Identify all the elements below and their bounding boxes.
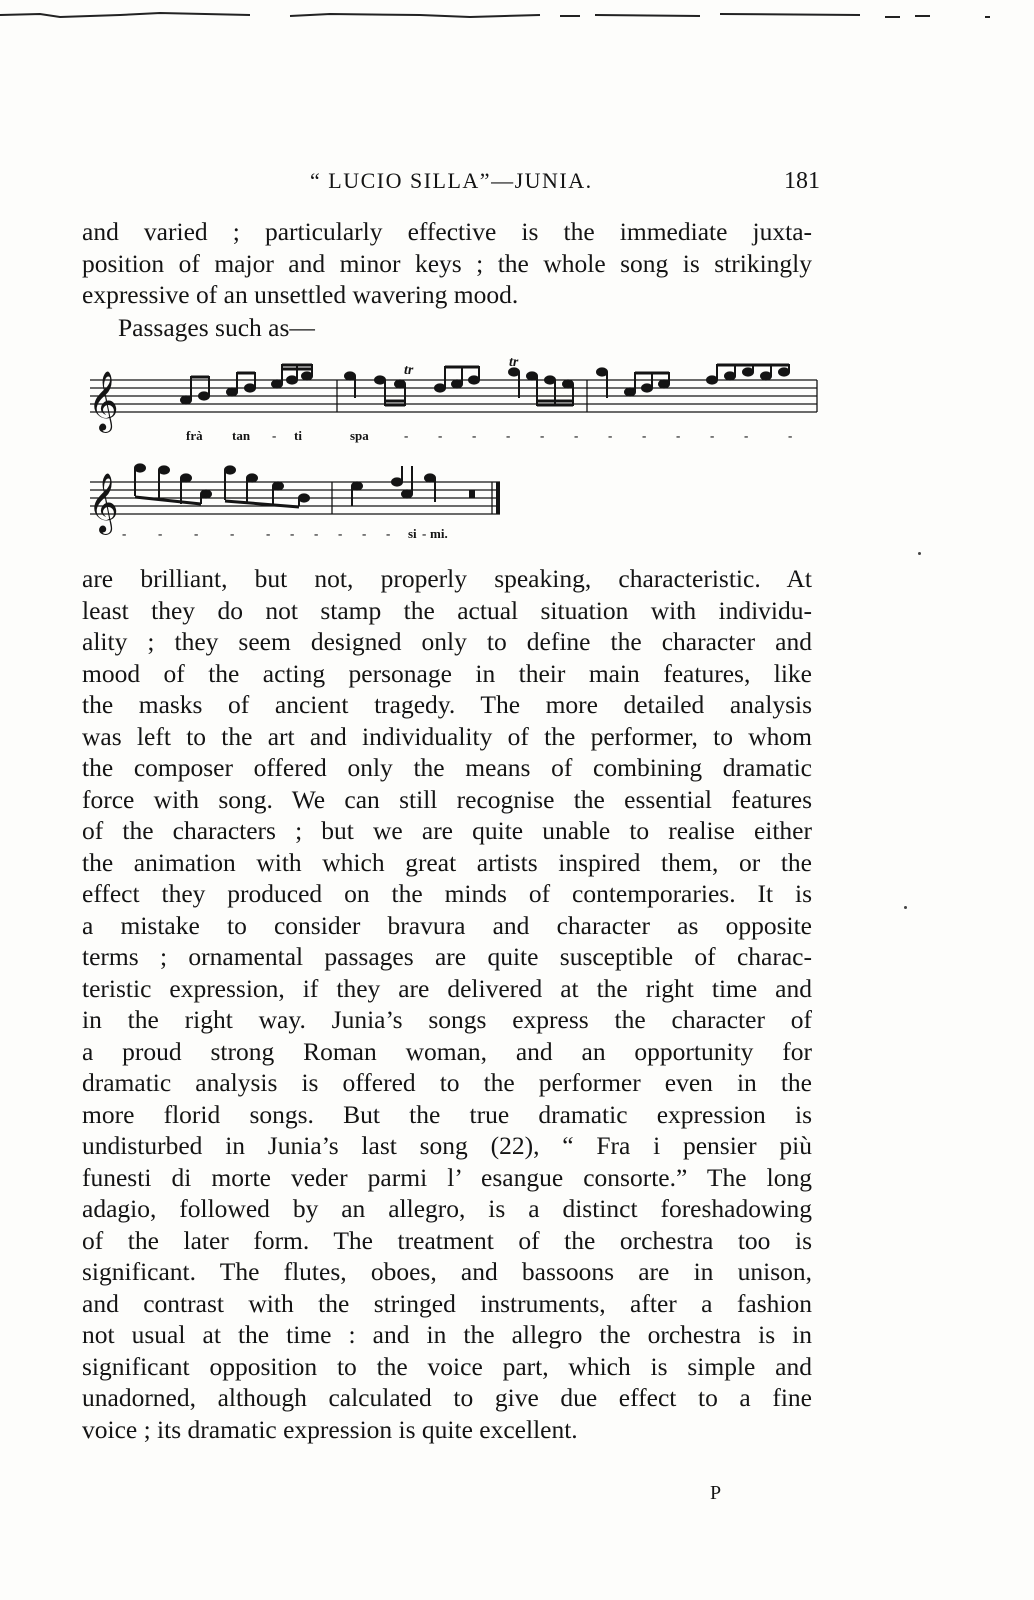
svg-text:-: - [338,526,343,541]
svg-text:-: - [230,526,235,541]
treble-clef-icon: 𝄞 [88,473,119,533]
text-line: and varied ; particularly effective is the immediate juxta- [82,217,812,246]
text-line: unadorned, although calculated to give due effect to a fine [82,1383,812,1412]
text-line: adagio, followed by an allegro, is a distinct foreshadowing [82,1194,812,1223]
svg-text:-: - [272,428,277,443]
scan-speck [918,552,921,555]
text-line: in the right way. Junia’s songs express the character of [82,1005,812,1034]
paragraph-1 [82,216,812,311]
svg-text:-: - [788,428,793,443]
text-line: force with song. We can still recognise the essential features [82,784,812,814]
svg-text:mi.: mi. [430,526,448,541]
svg-text:-: - [266,526,271,541]
text-line: ality ; they seem designed only to define the character and [82,627,812,656]
text-line: the composer offered only the means of combining dramatic [82,753,812,782]
svg-text:-: - [404,428,409,443]
svg-text:-: - [540,428,545,443]
svg-text:frà: frà [186,428,203,443]
svg-text:-: - [574,428,579,443]
text-line: mood of the acting personage in their main features, like [82,658,812,688]
text-line: Passages such as— [118,313,315,342]
svg-text:-: - [506,428,511,443]
lyrics-line-2 [122,526,448,541]
trill-mark: tr [509,355,519,370]
svg-text:-: - [290,526,295,541]
text-line: undisturbed in Junia’s last song (22), “ Fra i pensier più [82,1131,812,1160]
paragraph-3 [82,563,812,1445]
svg-text:-: - [194,526,199,541]
svg-text:-: - [608,428,613,443]
text-line: terms ; ornamental passages are quite susceptible of charac- [82,942,812,971]
text-line: expressive of an unsettled wavering mood. [82,280,519,309]
text-line: was left to the art and individuality of the performer, to whom [82,721,812,751]
svg-text:-: - [314,526,319,541]
lyrics-line-1 [186,428,792,443]
svg-text:-: - [710,428,715,443]
text-line: funesti di morte veder parmi l’ esangue consorte.” The long [82,1162,812,1192]
svg-text:-: - [744,428,749,443]
text-line: of the later form. The treatment of the orchestra too is [82,1225,812,1255]
svg-text:-: - [122,526,127,541]
scan-speck [904,906,907,909]
svg-text:spa: spa [350,428,369,443]
trill-mark: tr [404,363,414,378]
text-line: significant. The flutes, oboes, and bassoons are in unison, [82,1257,812,1286]
svg-text:-: - [642,428,647,443]
text-line: and contrast with the stringed instruments, after a fashion [82,1288,812,1318]
svg-text:-: - [386,526,391,541]
text-line: the animation with which great artists inspired them, or the [82,847,812,877]
text-line: dramatic analysis is offered to the performer even in the [82,1068,812,1097]
text-line: of the characters ; but we are quite unable to realise either [82,816,812,845]
svg-text:ti: ti [294,428,302,443]
paragraph-2 [118,312,848,344]
svg-text:-: - [438,428,443,443]
text-line: more florid songs. But the true dramatic expression is [82,1099,812,1129]
text-line: teristic expression, if they are delivered at the right time and [82,973,812,1003]
text-line: the masks of ancient tragedy. The more detailed analysis [82,690,812,719]
music-example-system-2 [82,456,822,548]
text-line: a proud strong Roman woman, and an opportunity for [82,1036,812,1066]
top-scan-border [0,8,1034,22]
music-staff-1 [82,355,822,454]
text-line: least they do not stamp the actual situation with individu- [82,595,812,625]
svg-text:si: si [408,526,417,541]
text-line: position of major and minor keys ; the whole song is strikingly [82,248,812,278]
text-line: are brilliant, but not, properly speaking, characteristic. At [82,564,812,593]
music-staff-2 [82,456,822,548]
text-line: significant opposition to the voice part, which is simple and [82,1351,812,1381]
signature-mark: P [710,1482,723,1504]
svg-text:tan: tan [232,428,251,443]
svg-text:-: - [158,526,163,541]
running-title: “ LUCIO SILLA”—JUNIA. [310,168,593,193]
svg-text:-: - [422,526,427,541]
svg-text:-: - [362,526,367,541]
text-line: a mistake to consider bravura and character as opposite [82,910,812,940]
music-example-system-1 [82,355,822,454]
page-header [82,168,820,202]
text-line: effect they produced on the minds of contemporaries. It is [82,879,812,908]
svg-text:-: - [472,428,477,443]
treble-clef-icon: 𝄞 [88,371,119,431]
svg-text:-: - [676,428,681,443]
text-line: voice ; its dramatic expression is quite excellent. [82,1414,578,1444]
text-line: not usual at the time : and in the allegro the orchestra is in [82,1320,812,1349]
page-number: 181 [784,168,820,194]
